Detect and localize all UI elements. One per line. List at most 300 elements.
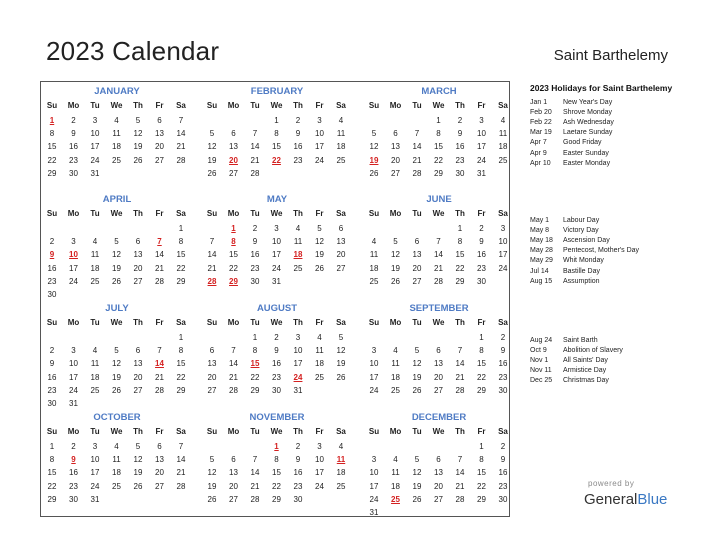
day-cell[interactable]: 19 (336, 359, 346, 369)
day-cell[interactable]: 16 (293, 142, 303, 152)
day-cell[interactable]: 24 (272, 263, 281, 273)
day-cell[interactable]: 23 (47, 385, 57, 395)
day-cell[interactable]: 11 (293, 237, 303, 247)
holiday-day[interactable]: 29 (229, 276, 238, 286)
day-cell[interactable]: 2 (295, 442, 301, 451)
day-cell[interactable]: 3 (371, 455, 377, 465)
day-cell[interactable]: 8 (457, 237, 463, 247)
day-cell[interactable]: 30 (69, 168, 78, 178)
day-cell[interactable]: 15 (477, 359, 486, 369)
day-cell[interactable]: 24 (90, 481, 100, 491)
day-cell[interactable]: 31 (477, 168, 486, 178)
day-cell[interactable]: 14 (412, 142, 422, 152)
day-cell[interactable]: 27 (434, 494, 443, 504)
day-cell[interactable]: 16 (455, 142, 465, 152)
day-cell[interactable]: 4 (338, 116, 344, 125)
day-cell[interactable]: 22 (477, 372, 486, 382)
day-cell[interactable]: 27 (155, 155, 164, 165)
day-cell[interactable]: 27 (207, 385, 217, 395)
day-cell[interactable]: 17 (293, 359, 303, 369)
day-cell[interactable]: 10 (369, 468, 379, 478)
day-cell[interactable]: 23 (47, 276, 57, 286)
day-cell[interactable]: 2 (500, 333, 506, 342)
day-cell[interactable]: 22 (176, 372, 186, 382)
day-cell[interactable]: 4 (295, 224, 301, 233)
day-cell[interactable]: 9 (71, 129, 76, 139)
day-cell[interactable]: 26 (112, 276, 121, 286)
day-cell[interactable]: 27 (133, 276, 143, 286)
day-cell[interactable]: 30 (498, 494, 508, 504)
day-cell[interactable]: 22 (229, 263, 238, 273)
day-cell[interactable]: 23 (250, 263, 260, 273)
day-cell[interactable]: 10 (315, 455, 324, 465)
day-cell[interactable]: 4 (500, 116, 506, 125)
day-cell[interactable]: 8 (274, 129, 279, 139)
day-cell[interactable]: 6 (135, 346, 141, 356)
day-cell[interactable]: 7 (231, 346, 236, 356)
day-cell[interactable]: 5 (209, 129, 215, 139)
day-cell[interactable]: 31 (293, 385, 303, 395)
day-cell[interactable]: 27 (155, 481, 164, 491)
day-cell[interactable]: 24 (369, 494, 379, 504)
day-cell[interactable]: 22 (250, 372, 260, 382)
holiday-day[interactable]: 24 (293, 372, 303, 382)
day-cell[interactable]: 19 (412, 372, 422, 382)
day-cell[interactable]: 31 (90, 494, 100, 504)
holiday-day[interactable]: 10 (69, 250, 78, 260)
day-cell[interactable]: 18 (498, 142, 508, 152)
day-cell[interactable]: 9 (500, 346, 506, 356)
day-cell[interactable]: 14 (176, 129, 186, 139)
day-cell[interactable]: 20 (133, 372, 143, 382)
day-cell[interactable]: 6 (135, 237, 141, 247)
day-cell[interactable]: 3 (274, 224, 279, 233)
day-cell[interactable]: 20 (207, 372, 217, 382)
day-cell[interactable]: 21 (229, 372, 238, 382)
day-cell[interactable]: 26 (133, 481, 143, 491)
day-cell[interactable]: 28 (155, 385, 164, 395)
day-cell[interactable]: 2 (71, 442, 76, 451)
day-cell[interactable]: 24 (69, 276, 78, 286)
day-cell[interactable]: 14 (434, 250, 443, 260)
day-cell[interactable]: 27 (412, 276, 422, 286)
day-cell[interactable]: 31 (69, 399, 78, 408)
day-cell[interactable]: 24 (69, 385, 78, 395)
day-cell[interactable]: 7 (252, 129, 258, 139)
day-cell[interactable]: 12 (207, 468, 217, 478)
day-cell[interactable]: 23 (272, 372, 281, 382)
day-cell[interactable]: 28 (229, 385, 238, 395)
day-cell[interactable]: 5 (114, 237, 119, 247)
day-cell[interactable]: 22 (434, 155, 443, 165)
day-cell[interactable]: 11 (90, 359, 100, 369)
day-cell[interactable]: 15 (477, 468, 486, 478)
day-cell[interactable]: 18 (336, 142, 346, 152)
day-cell[interactable]: 13 (229, 468, 238, 478)
day-cell[interactable]: 31 (272, 276, 281, 286)
day-cell[interactable]: 23 (293, 155, 303, 165)
day-cell[interactable]: 25 (112, 155, 121, 165)
day-cell[interactable]: 2 (295, 116, 301, 125)
day-cell[interactable]: 15 (434, 142, 443, 152)
day-cell[interactable]: 12 (369, 142, 379, 152)
day-cell[interactable]: 28 (455, 385, 465, 395)
day-cell[interactable]: 18 (391, 481, 400, 491)
day-cell[interactable]: 10 (90, 129, 100, 139)
day-cell[interactable]: 22 (455, 263, 465, 273)
day-cell[interactable]: 15 (229, 250, 238, 260)
day-cell[interactable]: 6 (338, 224, 344, 233)
day-cell[interactable]: 11 (391, 359, 400, 369)
day-cell[interactable]: 1 (479, 333, 484, 342)
day-cell[interactable]: 10 (293, 346, 303, 356)
day-cell[interactable]: 8 (436, 129, 441, 139)
day-cell[interactable]: 18 (90, 372, 100, 382)
holiday-day[interactable]: 1 (49, 116, 55, 125)
day-cell[interactable]: 5 (114, 346, 119, 356)
day-cell[interactable]: 28 (176, 481, 186, 491)
day-cell[interactable]: 19 (315, 250, 324, 260)
day-cell[interactable]: 28 (250, 168, 260, 178)
day-cell[interactable]: 2 (274, 333, 279, 342)
day-cell[interactable]: 29 (176, 385, 186, 395)
day-cell[interactable]: 24 (90, 155, 100, 165)
day-cell[interactable]: 14 (207, 250, 217, 260)
day-cell[interactable]: 3 (317, 116, 322, 125)
day-cell[interactable]: 8 (49, 129, 55, 139)
day-cell[interactable]: 30 (477, 276, 486, 286)
day-cell[interactable]: 12 (336, 346, 346, 356)
day-cell[interactable]: 8 (479, 346, 484, 356)
day-cell[interactable]: 15 (47, 468, 57, 478)
day-cell[interactable]: 26 (369, 168, 379, 178)
day-cell[interactable]: 13 (133, 359, 143, 369)
day-cell[interactable]: 13 (336, 237, 346, 247)
day-cell[interactable]: 19 (207, 481, 217, 491)
day-cell[interactable]: 9 (274, 346, 279, 356)
day-cell[interactable]: 10 (369, 359, 379, 369)
day-cell[interactable]: 4 (393, 346, 398, 356)
day-cell[interactable]: 21 (455, 372, 465, 382)
day-cell[interactable]: 6 (231, 455, 236, 465)
holiday-day[interactable]: 14 (155, 359, 164, 369)
day-cell[interactable]: 2 (500, 442, 506, 451)
day-cell[interactable]: 15 (176, 359, 186, 369)
day-cell[interactable]: 13 (133, 250, 143, 260)
day-cell[interactable]: 21 (155, 372, 164, 382)
day-cell[interactable]: 5 (414, 455, 420, 465)
day-cell[interactable]: 1 (252, 333, 258, 342)
day-cell[interactable]: 26 (207, 168, 217, 178)
day-cell[interactable]: 12 (412, 468, 422, 478)
day-cell[interactable]: 1 (436, 116, 441, 125)
day-cell[interactable]: 2 (252, 224, 258, 233)
holiday-day[interactable]: 9 (49, 250, 55, 260)
day-cell[interactable]: 30 (47, 399, 57, 408)
holiday-day[interactable]: 20 (229, 155, 238, 165)
day-cell[interactable]: 9 (500, 455, 506, 465)
day-cell[interactable]: 30 (272, 385, 281, 395)
day-cell[interactable]: 7 (209, 237, 215, 247)
day-cell[interactable]: 25 (90, 276, 100, 286)
holiday-day[interactable]: 9 (71, 455, 76, 465)
day-cell[interactable]: 20 (434, 481, 443, 491)
holiday-day[interactable]: 1 (231, 224, 236, 233)
day-cell[interactable]: 30 (455, 168, 465, 178)
day-cell[interactable]: 23 (498, 481, 508, 491)
day-cell[interactable]: 28 (176, 155, 186, 165)
holiday-day[interactable]: 18 (293, 250, 303, 260)
day-cell[interactable]: 16 (47, 263, 57, 273)
day-cell[interactable]: 11 (315, 346, 324, 356)
day-cell[interactable]: 22 (272, 481, 281, 491)
day-cell[interactable]: 13 (434, 359, 443, 369)
day-cell[interactable]: 6 (414, 237, 420, 247)
day-cell[interactable]: 11 (112, 129, 121, 139)
day-cell[interactable]: 6 (231, 129, 236, 139)
day-cell[interactable]: 13 (207, 359, 217, 369)
day-cell[interactable]: 7 (457, 455, 463, 465)
day-cell[interactable]: 9 (252, 237, 258, 247)
day-cell[interactable]: 27 (391, 168, 400, 178)
day-cell[interactable]: 6 (436, 346, 441, 356)
day-cell[interactable]: 3 (71, 237, 76, 247)
day-cell[interactable]: 28 (250, 494, 260, 504)
day-cell[interactable]: 20 (155, 142, 164, 152)
day-cell[interactable]: 5 (414, 346, 420, 356)
day-cell[interactable]: 26 (133, 155, 143, 165)
day-cell[interactable]: 4 (114, 116, 119, 125)
day-cell[interactable]: 3 (479, 116, 484, 125)
day-cell[interactable]: 15 (455, 250, 465, 260)
day-cell[interactable]: 19 (207, 155, 217, 165)
day-cell[interactable]: 12 (112, 250, 121, 260)
day-cell[interactable]: 4 (114, 442, 119, 451)
day-cell[interactable]: 5 (135, 442, 141, 451)
day-cell[interactable]: 8 (252, 346, 258, 356)
day-cell[interactable]: 9 (295, 455, 301, 465)
day-cell[interactable]: 16 (272, 359, 281, 369)
day-cell[interactable]: 23 (455, 155, 465, 165)
day-cell[interactable]: 18 (112, 142, 121, 152)
generalblue-logo[interactable] (584, 491, 667, 508)
day-cell[interactable]: 12 (112, 359, 121, 369)
day-cell[interactable]: 8 (178, 237, 184, 247)
day-cell[interactable]: 6 (393, 129, 398, 139)
day-cell[interactable]: 2 (49, 346, 55, 356)
day-cell[interactable]: 27 (336, 263, 346, 273)
day-cell[interactable]: 3 (371, 346, 377, 356)
day-cell[interactable]: 1 (178, 333, 184, 342)
day-cell[interactable]: 5 (317, 224, 322, 233)
day-cell[interactable]: 29 (477, 385, 486, 395)
day-cell[interactable]: 18 (391, 372, 400, 382)
day-cell[interactable]: 6 (157, 442, 162, 451)
day-cell[interactable]: 19 (112, 263, 121, 273)
holiday-day[interactable]: 8 (231, 237, 236, 247)
day-cell[interactable]: 23 (477, 263, 486, 273)
day-cell[interactable]: 17 (272, 250, 281, 260)
day-cell[interactable]: 7 (414, 129, 420, 139)
day-cell[interactable]: 20 (155, 468, 164, 478)
day-cell[interactable]: 29 (477, 494, 486, 504)
day-cell[interactable]: 12 (412, 359, 422, 369)
day-cell[interactable]: 28 (434, 276, 443, 286)
day-cell[interactable]: 20 (336, 250, 346, 260)
day-cell[interactable]: 3 (295, 333, 301, 342)
day-cell[interactable]: 18 (369, 263, 379, 273)
day-cell[interactable]: 3 (317, 442, 322, 451)
day-cell[interactable]: 7 (252, 455, 258, 465)
day-cell[interactable]: 13 (229, 142, 238, 152)
day-cell[interactable]: 17 (369, 372, 379, 382)
day-cell[interactable]: 16 (293, 468, 303, 478)
day-cell[interactable]: 30 (293, 494, 303, 504)
day-cell[interactable]: 4 (393, 455, 398, 465)
day-cell[interactable]: 25 (293, 263, 303, 273)
day-cell[interactable]: 7 (436, 237, 441, 247)
day-cell[interactable]: 10 (477, 129, 486, 139)
day-cell[interactable]: 10 (69, 359, 78, 369)
day-cell[interactable]: 12 (207, 142, 217, 152)
day-cell[interactable]: 25 (369, 276, 379, 286)
day-cell[interactable]: 3 (92, 442, 98, 451)
day-cell[interactable]: 17 (315, 468, 324, 478)
day-cell[interactable]: 19 (412, 481, 422, 491)
day-cell[interactable]: 31 (369, 508, 379, 517)
day-cell[interactable]: 5 (338, 333, 344, 342)
holiday-day[interactable]: 7 (157, 237, 162, 247)
day-cell[interactable]: 14 (455, 468, 465, 478)
day-cell[interactable]: 22 (176, 263, 186, 273)
day-cell[interactable]: 17 (90, 468, 100, 478)
day-cell[interactable]: 14 (155, 250, 164, 260)
day-cell[interactable]: 13 (434, 468, 443, 478)
day-cell[interactable]: 17 (369, 481, 379, 491)
day-cell[interactable]: 8 (274, 455, 279, 465)
day-cell[interactable]: 23 (498, 372, 508, 382)
day-cell[interactable]: 1 (178, 224, 184, 233)
day-cell[interactable]: 4 (371, 237, 377, 247)
day-cell[interactable]: 25 (336, 155, 346, 165)
day-cell[interactable]: 25 (498, 155, 508, 165)
day-cell[interactable]: 12 (133, 129, 143, 139)
day-cell[interactable]: 8 (49, 455, 55, 465)
day-cell[interactable]: 3 (500, 224, 506, 233)
day-cell[interactable]: 2 (49, 237, 55, 247)
day-cell[interactable]: 5 (209, 455, 215, 465)
day-cell[interactable]: 9 (295, 129, 301, 139)
day-cell[interactable]: 25 (90, 385, 100, 395)
day-cell[interactable]: 1 (457, 224, 463, 233)
day-cell[interactable]: 21 (176, 142, 186, 152)
day-cell[interactable]: 26 (412, 494, 422, 504)
day-cell[interactable]: 30 (250, 276, 260, 286)
day-cell[interactable]: 12 (133, 455, 143, 465)
day-cell[interactable]: 26 (336, 372, 346, 382)
day-cell[interactable]: 26 (315, 263, 324, 273)
day-cell[interactable]: 29 (455, 276, 465, 286)
day-cell[interactable]: 27 (229, 494, 238, 504)
day-cell[interactable]: 13 (155, 455, 164, 465)
day-cell[interactable]: 17 (477, 142, 486, 152)
day-cell[interactable]: 2 (479, 224, 484, 233)
day-cell[interactable]: 5 (393, 237, 398, 247)
day-cell[interactable]: 20 (391, 155, 400, 165)
day-cell[interactable]: 20 (412, 263, 422, 273)
day-cell[interactable]: 9 (457, 129, 463, 139)
day-cell[interactable]: 17 (498, 250, 508, 260)
holiday-day[interactable]: 28 (207, 276, 217, 286)
day-cell[interactable]: 11 (369, 250, 379, 260)
day-cell[interactable]: 28 (455, 494, 465, 504)
day-cell[interactable]: 15 (176, 250, 186, 260)
holiday-day[interactable]: 15 (250, 359, 260, 369)
day-cell[interactable]: 10 (272, 237, 281, 247)
day-cell[interactable]: 17 (90, 142, 100, 152)
day-cell[interactable]: 9 (479, 237, 484, 247)
day-cell[interactable]: 27 (229, 168, 238, 178)
day-cell[interactable]: 29 (47, 494, 57, 504)
day-cell[interactable]: 13 (155, 129, 164, 139)
day-cell[interactable]: 24 (369, 385, 379, 395)
day-cell[interactable]: 3 (71, 346, 76, 356)
day-cell[interactable]: 21 (412, 155, 422, 165)
day-cell[interactable]: 18 (90, 263, 100, 273)
day-cell[interactable]: 24 (498, 263, 508, 273)
day-cell[interactable]: 4 (92, 346, 98, 356)
day-cell[interactable]: 21 (250, 155, 260, 165)
day-cell[interactable]: 29 (434, 168, 443, 178)
day-cell[interactable]: 27 (434, 385, 443, 395)
day-cell[interactable]: 11 (112, 455, 121, 465)
day-cell[interactable]: 8 (178, 346, 184, 356)
day-cell[interactable]: 25 (391, 385, 400, 395)
day-cell[interactable]: 26 (412, 385, 422, 395)
day-cell[interactable]: 19 (391, 263, 400, 273)
day-cell[interactable]: 25 (112, 481, 121, 491)
day-cell[interactable]: 24 (315, 481, 324, 491)
day-cell[interactable]: 28 (155, 276, 164, 286)
day-cell[interactable]: 29 (47, 168, 57, 178)
day-cell[interactable]: 27 (133, 385, 143, 395)
day-cell[interactable]: 19 (133, 468, 143, 478)
day-cell[interactable]: 21 (207, 263, 217, 273)
day-cell[interactable]: 16 (498, 468, 508, 478)
day-cell[interactable]: 6 (157, 116, 162, 125)
day-cell[interactable]: 17 (69, 372, 78, 382)
day-cell[interactable]: 25 (336, 481, 346, 491)
day-cell[interactable]: 30 (69, 494, 78, 504)
day-cell[interactable]: 14 (250, 142, 260, 152)
day-cell[interactable]: 18 (315, 359, 324, 369)
day-cell[interactable]: 14 (250, 468, 260, 478)
day-cell[interactable]: 23 (69, 155, 78, 165)
day-cell[interactable]: 11 (498, 129, 508, 139)
day-cell[interactable]: 29 (250, 385, 260, 395)
day-cell[interactable]: 29 (176, 276, 186, 286)
day-cell[interactable]: 14 (229, 359, 238, 369)
day-cell[interactable]: 30 (47, 290, 57, 299)
day-cell[interactable]: 1 (49, 442, 55, 451)
day-cell[interactable]: 16 (250, 250, 260, 260)
day-cell[interactable]: 21 (434, 263, 443, 273)
day-cell[interactable]: 17 (69, 263, 78, 273)
day-cell[interactable]: 20 (434, 372, 443, 382)
day-cell[interactable]: 2 (71, 116, 76, 125)
day-cell[interactable]: 5 (135, 116, 141, 125)
day-cell[interactable]: 21 (455, 481, 465, 491)
